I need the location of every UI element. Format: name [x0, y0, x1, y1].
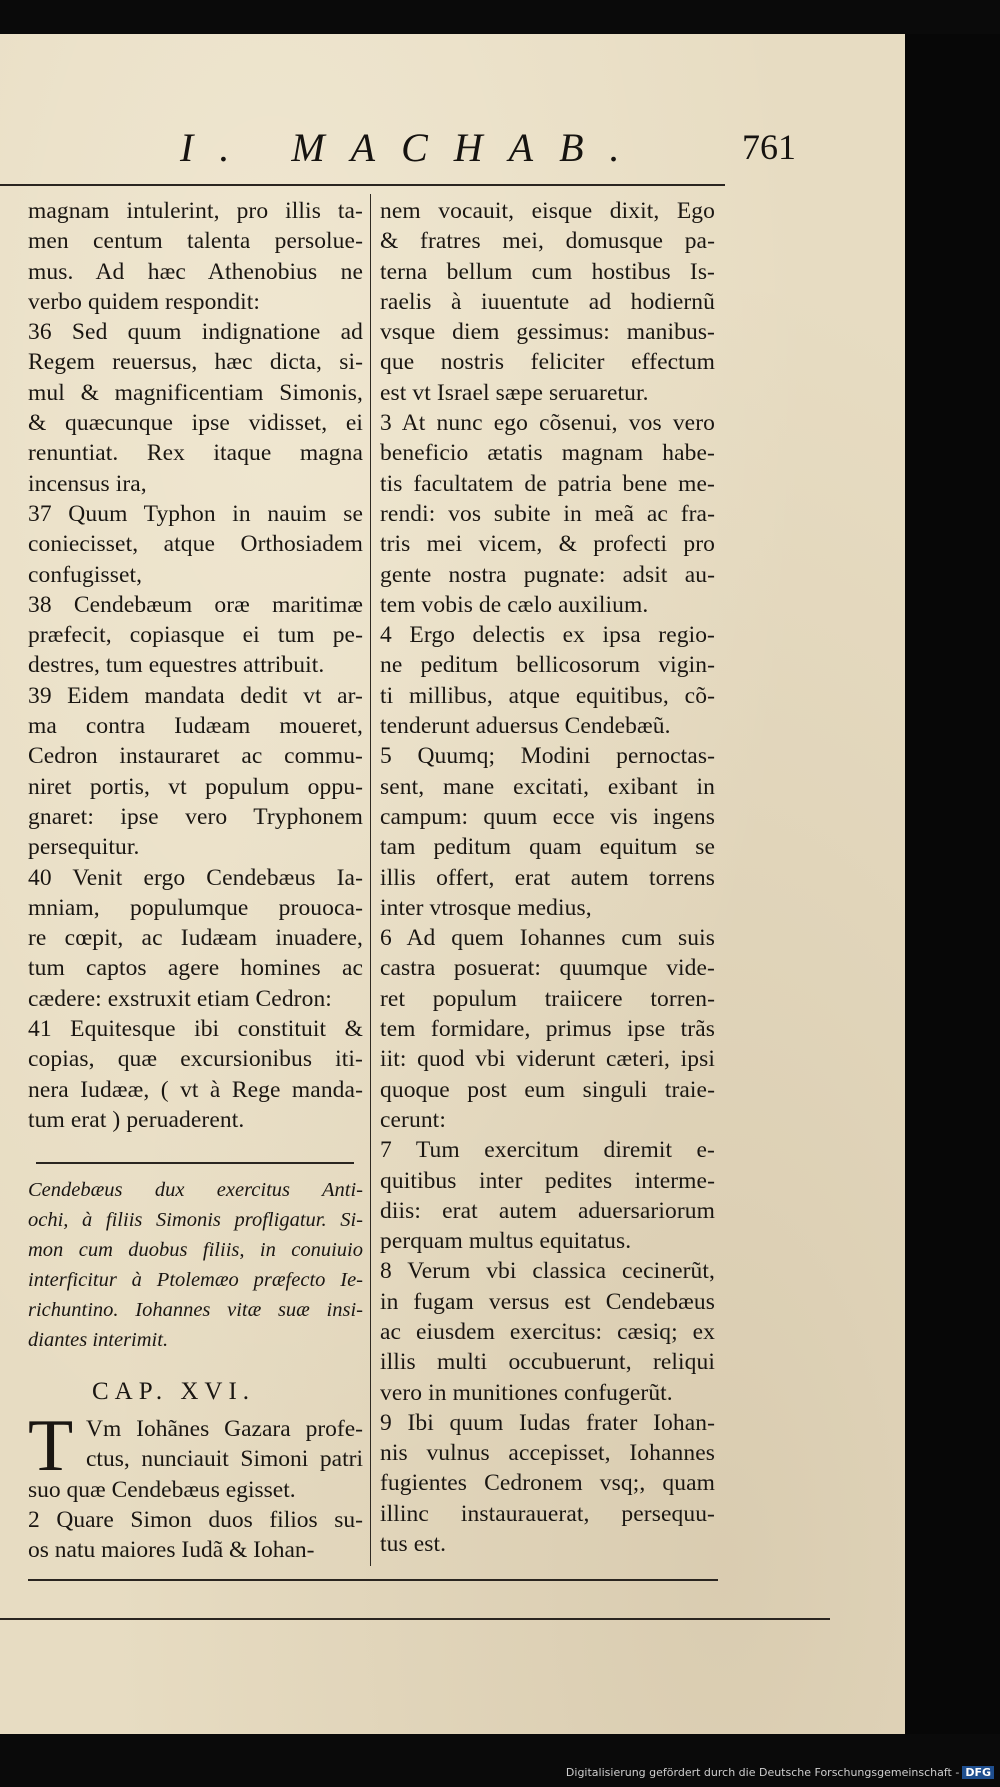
text-line: persequitur. [28, 834, 140, 861]
text-line: 2 Quare Simon duos filios su- [28, 1506, 363, 1533]
scan-background [905, 34, 1000, 1734]
text-line: illis offert, erat autem torrens [380, 864, 715, 891]
text-line: tris mei vicem, & profecti pro [380, 531, 715, 558]
text-line: 7 Tum exercitum diremit e- [380, 1137, 715, 1164]
text-line: est vt Israel sæpe seruaretur. [380, 379, 649, 406]
chapter-opening [28, 1405, 363, 1565]
text-line: ret populum traiicere torren- [380, 985, 715, 1012]
chapter-summary [28, 1175, 363, 1355]
header-rule [0, 184, 725, 186]
text-line: iit: quod vbi viderunt cæteri, ipsi [380, 1046, 715, 1073]
summary-rule [36, 1162, 354, 1164]
text-line: confugisset, [28, 561, 143, 588]
text-line: magnam intulerint, pro illis ta- [28, 198, 363, 224]
text-line: tum captos agere homines ac [28, 955, 363, 982]
text-line: que nostris feliciter effectum [380, 349, 715, 376]
drop-cap: T [28, 1405, 74, 1487]
text-line: mul & magnificentiam Simonis, [28, 379, 363, 406]
text-line: ctus, nunciauit Simoni patri [86, 1446, 363, 1473]
text-line: inter vtrosque medius, [380, 894, 592, 921]
text-line: men centum talenta persolue- [28, 228, 363, 255]
text-line: cædere: exstruxit etiam Cedron: [28, 985, 332, 1012]
text-line: niret portis, vt populum oppu- [28, 773, 363, 800]
text-line: 5 Quumq; Modini pernoctas- [380, 743, 715, 770]
text-line: vsque diem gessimus: manibus- [380, 319, 715, 346]
text-line: castra posuerat: quumque vide- [380, 955, 715, 982]
dfg-logo: DFG [962, 1766, 994, 1779]
text-line: præfecit, copiasque ei tum pe- [28, 622, 363, 649]
text-line: illinc instaurauerat, persequu- [380, 1500, 715, 1527]
text-line: 9 Ibi quum Iudas frater Iohan- [380, 1409, 715, 1436]
text-line: & fratres mei, domusque pa- [380, 228, 715, 255]
text-line: diis: erat autem aduersariorum [380, 1197, 715, 1224]
right-column [380, 196, 715, 1559]
text-line: re cœpit, ac Iudæam inuadere, [28, 925, 363, 952]
text-line: nera Iudææ, ( vt à Rege manda- [28, 1076, 363, 1103]
text-line: tenderunt aduersus Cendebæũ. [380, 713, 671, 740]
text-line: mniam, populumque prouoca- [28, 894, 363, 921]
text-line: tem formidare, primus ipse trãs [380, 1016, 715, 1043]
digitization-footer [566, 1766, 994, 1779]
text-line: ma contra Iudæam moueret, [28, 713, 363, 740]
text-line: diantes interimit. [28, 1329, 169, 1351]
footer-text: Digitalisierung gefördert durch die Deutsche Forschungsgemeinschaft - [565, 1766, 960, 1779]
text-line: cerunt: [380, 1106, 446, 1133]
text-line: 6 Ad quem Iohannes cum suis [380, 925, 715, 952]
text-line: perquam multus equitatus. [380, 1228, 632, 1255]
bottom-rule [28, 1579, 718, 1581]
text-line: terna bellum cum hostibus Is- [380, 258, 715, 285]
text-line: tem vobis de cælo auxilium. [380, 591, 649, 618]
text-line: nis vulnus accepisset, Iohannes [380, 1440, 715, 1467]
text-line: in fugam versus est Cendebæus [380, 1288, 715, 1315]
text-line: 38 Cendebæum oræ maritimæ [28, 591, 363, 618]
text-line: os natu maiores Iudã & Iohan- [28, 1537, 315, 1564]
text-line: ac eiusdem exercitus: cæsiq; ex [380, 1318, 715, 1345]
text-line: 41 Equitesque ibi constituit & [28, 1016, 363, 1043]
page-header [180, 118, 796, 188]
text-line: ti millibus, atque equitibus, cõ- [380, 682, 715, 709]
text-line: ochi, à filiis Simonis profligatur. Si- [28, 1209, 363, 1231]
text-line: suo quæ Cendebæus egisset. [28, 1476, 296, 1503]
text-line: 39 Eidem mandata dedit vt ar- [28, 682, 363, 709]
page-bottom-rule [0, 1618, 830, 1620]
text-line: Cedron instauraret ac commu- [28, 743, 363, 770]
text-line: verbo quidem respondit: [28, 288, 261, 315]
text-line: destres, tum equestres attribuit. [28, 652, 325, 679]
text-line: mus. Ad hæc Athenobius ne [28, 258, 363, 285]
text-line: coniecisset, atque Orthosiadem [28, 531, 363, 558]
column-divider [370, 194, 371, 1566]
text-line: interficitur à Ptolemæo præfecto Ie- [28, 1269, 363, 1291]
text-line: fugientes Cedronem vsq;, quam [380, 1470, 715, 1497]
left-column [28, 196, 363, 1135]
text-line: illis multi occubuerunt, reliqui [380, 1349, 715, 1376]
text-line: incensus ira, [28, 470, 147, 497]
text-line: beneficio ætatis magnam habe- [380, 440, 715, 467]
text-line: Cendebæus dux exercitus Anti- [28, 1179, 363, 1201]
text-line: 40 Venit ergo Cendebæus Ia- [28, 864, 363, 891]
book-page [0, 34, 908, 1734]
text-line: 3 At nunc ego cõsenui, vos vero [380, 410, 715, 437]
text-line: gnaret: ipse vero Tryphonem [28, 803, 363, 830]
text-line: vero in munitiones confugerũt. [380, 1379, 673, 1406]
text-line: tis facultatem de patria bene me- [380, 470, 715, 497]
text-line: nem vocauit, eisque dixit, Ego [380, 198, 715, 224]
text-line: sent, mane excitati, exibant in [380, 773, 715, 800]
running-title: I. MACHAB. [180, 125, 646, 170]
text-line: quoque post eum singuli traie- [380, 1076, 715, 1103]
text-line: tam peditum quam equitum se [380, 834, 715, 861]
text-line: tum erat ) peruaderent. [28, 1106, 245, 1133]
text-line: richuntino. Iohannes vitæ suæ insi- [28, 1299, 363, 1321]
text-line: campum: quum ecce vis ingens [380, 803, 715, 830]
text-line: 37 Quum Typhon in nauim se [28, 500, 363, 527]
text-line: tus est. [380, 1531, 447, 1558]
text-line: rendi: vos subite in meã ac fra- [380, 500, 715, 527]
text-line: 8 Verum vbi classica cecinerũt, [380, 1258, 715, 1285]
text-line: gente nostra pugnate: adsit au- [380, 561, 715, 588]
text-line: 4 Ergo delectis ex ipsa regio- [380, 622, 715, 649]
chapter-heading: CAP. XVI. [92, 1378, 256, 1405]
text-line: copias, quæ excursionibus iti- [28, 1046, 363, 1073]
text-line: Vm Iohãnes Gazara profe- [86, 1416, 363, 1442]
text-line: & quæcunque ipse vidisset, ei [28, 410, 363, 437]
text-line: 36 Sed quum indignatione ad [28, 319, 363, 346]
text-line: ne peditum bellicosorum vigin- [380, 652, 715, 679]
text-line: mon cum duobus filiis, in conuiuio [28, 1239, 363, 1261]
text-line: raelis à iuuentute ad hodiernũ [380, 288, 715, 315]
text-line: renuntiat. Rex itaque magna [28, 440, 363, 467]
text-line: quitibus inter pedites interme- [380, 1167, 715, 1194]
page-number: 761 [742, 127, 796, 167]
text-line: Regem reuersus, hæc dicta, si- [28, 349, 363, 376]
